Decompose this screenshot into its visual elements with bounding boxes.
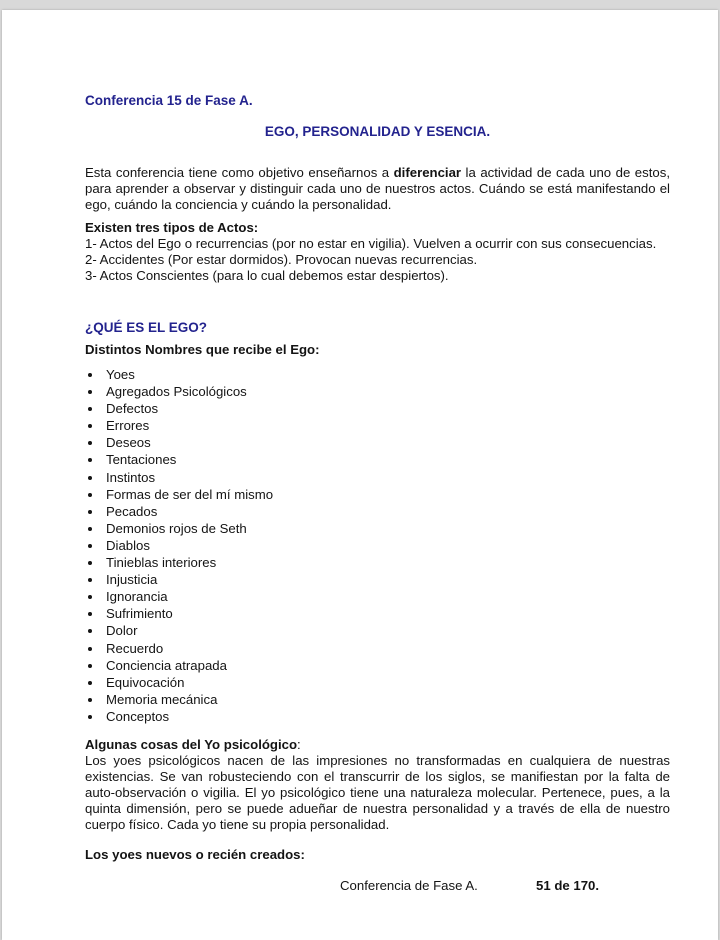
ego-name-text: Diablos <box>106 537 150 553</box>
document-page <box>2 10 718 940</box>
intro-text-start: Esta conferencia tiene como objetivo enseñarnos a <box>85 165 394 180</box>
acts-heading: Existen tres tipos de Actos: <box>85 220 259 235</box>
ego-name-item <box>85 657 485 674</box>
document-title: EGO, PERSONALIDAD Y ESENCIA. <box>264 124 491 139</box>
psych-heading: Algunas cosas del Yo psicológico <box>85 737 298 752</box>
bullet-icon <box>88 647 92 651</box>
bullet-icon <box>88 407 92 411</box>
ego-name-item <box>85 383 485 400</box>
ego-name-item <box>85 434 485 451</box>
intro-emphasis: diferenciar <box>393 165 462 180</box>
psych-heading-colon: : <box>297 737 301 752</box>
ego-name-item <box>85 622 485 639</box>
bullet-icon <box>88 458 92 462</box>
ego-name-item <box>85 708 485 725</box>
ego-name-text: Deseos <box>106 435 151 451</box>
bullet-icon <box>88 612 92 616</box>
ego-name-text: Pecados <box>106 503 158 519</box>
ego-names-list <box>85 366 485 725</box>
ego-name-text: Formas de ser del mí mismo <box>106 486 274 502</box>
ego-name-item <box>85 469 485 486</box>
ego-name-item <box>85 417 485 434</box>
conference-title: Conferencia 15 de Fase A. <box>85 93 253 108</box>
act-item: 3- Actos Conscientes (para lo cual debemos estar despiertos). <box>85 268 449 283</box>
intro-text-end: la actividad de cada uno de estos, para aprender a observar y distinguir cada uno de nuestros actos. Cuándo se está manifestando el ego, cuándo la conciencia y cuándo la personalidad. <box>85 165 670 212</box>
bullet-icon <box>88 424 92 428</box>
ego-name-text: Demonios rojos de Seth <box>106 520 247 536</box>
bullet-icon <box>88 493 92 497</box>
ego-name-item <box>85 588 485 605</box>
bullet-icon <box>88 664 92 668</box>
acts-section <box>85 220 670 284</box>
ego-name-text: Agregados Psicológicos <box>106 384 247 400</box>
ego-names-heading: Distintos Nombres que recibe el Ego: <box>85 342 320 357</box>
psych-paragraph: Los yoes psicológicos nacen de las impresiones no transformadas en cualquiera de nuestras existencias. Se van robusteciendo con el transcurrir de los siglos, se manifiestan por la falta de auto-observación o vigilia. El yo psicológico tiene una naturaleza molecular. Pertenece, pues, a la quinta dimensión, pero se puede adueñar de nuestra personalidad y a través de ella de nuestro cuerpo físico. Cada yo tiene su propia personalidad. <box>85 753 670 832</box>
ego-name-text: Errores <box>106 418 150 434</box>
ego-name-item <box>85 366 485 383</box>
bullet-icon <box>88 373 92 377</box>
ego-name-text: Sufrimiento <box>106 606 173 622</box>
ego-name-item <box>85 640 485 657</box>
ego-name-text: Yoes <box>106 367 135 382</box>
bullet-icon <box>88 715 92 719</box>
ego-name-item <box>85 503 485 520</box>
ego-name-item <box>85 674 485 691</box>
bullet-icon <box>88 544 92 548</box>
ego-name-text: Tentaciones <box>106 452 177 468</box>
psych-heading-line <box>85 737 670 753</box>
ego-name-item <box>85 605 485 622</box>
ego-name-item <box>85 691 485 708</box>
ego-name-item <box>85 486 485 503</box>
ego-name-text: Tinieblas interiores <box>106 555 217 571</box>
ego-name-text: Equivocación <box>106 674 185 690</box>
new-yoes-heading: Los yoes nuevos o recién creados: <box>85 847 305 862</box>
ego-name-text: Dolor <box>106 623 138 639</box>
bullet-icon <box>88 390 92 394</box>
ego-name-text: Injusticia <box>106 572 158 588</box>
act-item: 2- Accidentes (Por estar dormidos). Provocan nuevas recurrencias. <box>85 252 478 267</box>
bullet-icon <box>88 510 92 514</box>
bullet-icon <box>88 595 92 599</box>
ego-name-item <box>85 554 485 571</box>
bullet-icon <box>88 527 92 531</box>
ego-name-text: Conceptos <box>106 708 170 724</box>
ego-name-text: Instintos <box>106 469 156 485</box>
bullet-icon <box>88 681 92 685</box>
bullet-icon <box>88 476 92 480</box>
ego-name-item <box>85 400 485 417</box>
bullet-icon <box>88 441 92 445</box>
footer-conference: Conferencia de Fase A. <box>340 878 478 893</box>
page-number: 51 de 170. <box>536 878 600 893</box>
bullet-icon <box>88 698 92 702</box>
psych-section <box>85 737 670 833</box>
act-item: 1- Actos del Ego o recurrencias (por no estar en vigilia). Vuelven a ocurrir con sus consecuencias. <box>85 236 657 251</box>
ego-name-text: Conciencia atrapada <box>106 657 227 673</box>
ego-name-text: Defectos <box>106 401 159 417</box>
ego-name-text: Recuerdo <box>106 640 164 656</box>
ego-name-item <box>85 571 485 588</box>
bullet-icon <box>88 578 92 582</box>
ego-name-item <box>85 451 485 468</box>
ego-heading: ¿QUÉ ES EL EGO? <box>85 320 208 335</box>
ego-name-item <box>85 520 485 537</box>
intro-paragraph <box>85 165 670 213</box>
ego-name-text: Ignorancia <box>106 589 168 605</box>
ego-name-text: Memoria mecánica <box>106 691 218 707</box>
ego-name-item <box>85 537 485 554</box>
bullet-icon <box>88 561 92 565</box>
bullet-icon <box>88 629 92 633</box>
